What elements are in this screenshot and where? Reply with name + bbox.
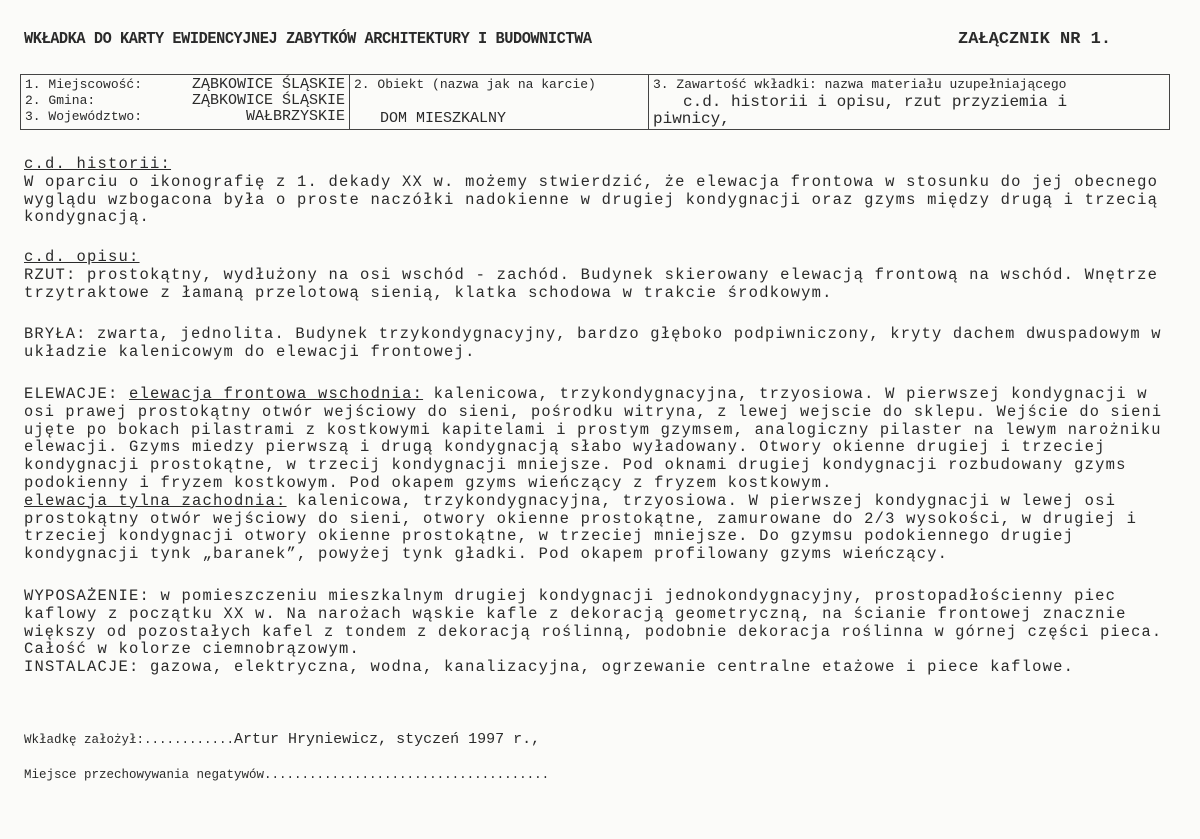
history-section <box>24 156 1162 227</box>
contents-value: piwnicy, <box>653 110 730 128</box>
annex-number: ZAŁĄCZNIK NR 1. <box>958 30 1112 49</box>
text-line: ujęte po bokach pilastrami z kostkowymi kapitelami i prostym gzymsem, analogiczny pilaster na lewym narożniku <box>24 420 1162 439</box>
object-value: DOM MIESZKALNY <box>380 110 507 127</box>
description-section <box>24 249 1162 677</box>
location-cell <box>21 75 350 130</box>
label: Wkładkę założył:............ <box>24 733 235 747</box>
negatives-line: Miejsce przechowywania negatywów...................................... <box>24 768 550 782</box>
text-line: trzytraktowe z łamaną przelotową sienią, klatka schodowa w trakcie środkowym. <box>24 283 833 302</box>
text-line: podokienny i fryzem kostkowym. Pod okapem gzyms wieńczący z fryzem kostkowym. <box>24 473 833 492</box>
text-line: kondygnacji tynk „baranek”, powyżej tynk gładki. Pod okapem profilowany gzyms wieńczący. <box>24 545 949 564</box>
voivodeship-value: WAŁBRZYSKIE <box>245 108 345 125</box>
label: 3. Zawartość wkładki: nazwa materiału uzupełniającego <box>653 77 1067 92</box>
text-line: prostokątny otwór wejściowy do sieni, otwory okienne prostokątne, zamurowane do 2/3 wysokości, w drugiej i <box>24 509 1138 528</box>
town-value: ZĄBKOWICE ŚLĄSKIE <box>191 76 345 93</box>
text: kalenicowa, trzykondygnacyjna, trzyosiowa. W pierwszej kondygnacji w <box>433 384 1148 403</box>
commune-value: ZĄBKOWICE ŚLĄSKIE <box>191 92 345 109</box>
text-line: RZUT: prostokątny, wydłużony na osi wschód - zachód. Budynek skierowany elewacją frontową na wschód. Wnętrze <box>24 265 1159 284</box>
subheading: elewacja frontowa wschodnia: <box>129 384 424 403</box>
text-line: kondygnacją. <box>24 208 151 227</box>
text-line: kaflowy z początku XX w. Na narożach wąskie kafle z dekoracją geometryczną, na ścianie frontowej znacznie <box>24 604 1127 623</box>
text-line: elewacji. Gzyms miedzy pierwszą i drugą kondygnacją słabo wyładowany. Otwory okienne drugiej i trzeciej <box>24 438 1106 457</box>
section-heading: c.d. opisu: <box>24 248 140 266</box>
text-line: osi prawej prostokątny otwór wejściowy do sieni, pośrodku witryna, z lewej wejscie do sklepu. Wejście do sieni <box>24 402 1163 421</box>
text-line: układzie kalenicowym do elewacji frontowej. <box>24 343 476 362</box>
label: 2. Gmina: <box>25 93 96 108</box>
text-line: kondygnacji prostokątne, w trzecij kondygnacji mniejsze. Pod oknami drugiej kondygnacji rozbudowany gzyms <box>24 456 1127 475</box>
author-value: Artur Hryniewicz, styczeń 1997 r., <box>234 731 541 748</box>
text-line: większy od pozostałych kafel z tondem z dekoracją roślinną, podobnie dekoracja roślinna w górnej części pieca. <box>24 622 1163 641</box>
label: ELEWACJE: <box>24 384 119 403</box>
text-line: wyglądu wzbogacona była o proste naczółki nadokienne w drugiej kondygnacji oraz gzyms między drugą i trzecią <box>24 190 1159 209</box>
text: kalenicowa, trzykondygnacyjna, trzyosiowa. W pierwszej kondygnacji w lewej osi <box>297 491 1117 510</box>
label: 3. Województwo: <box>25 109 143 124</box>
contents-cell <box>649 75 1170 130</box>
author-line <box>24 731 540 748</box>
document-title: WKŁADKA DO KARTY EWIDENCYJNEJ ZABYTKÓW ARCHITEKTURY I BUDOWNICTWA <box>24 30 592 49</box>
label: 1. Miejscowość: <box>25 77 143 92</box>
object-cell <box>350 75 649 130</box>
text-line: trzeciej kondygnacji otwory okienne prostokątne, w trzeciej mniejsze. Do gzymsu podokiennego drugiej <box>24 527 1075 546</box>
text-line: BRYŁA: zwarta, jednolita. Budynek trzykondygnacyjny, bardzo głęboko podpiwniczony, kryty dachem dwuspadowym w <box>24 325 1162 344</box>
text-line: W oparciu o ikonografię z 1. dekady XX w. możemy stwierdzić, że elewacja frontowa w stosunku do jej obecnego <box>24 172 1159 191</box>
text-line: Całość w kolorze ciemnobrązowym. <box>24 640 361 659</box>
label: 2. Obiekt (nazwa jak na karcie) <box>354 77 596 92</box>
text-line: WYPOSAŻENIE: w pomieszczeniu mieszkalnym drugiej kondygnacji jednokondygnacyjny, prostopadłościenny piec <box>24 586 1117 605</box>
subheading: elewacja tylna zachodnia: <box>24 491 287 510</box>
section-heading: c.d. historii: <box>24 155 172 173</box>
info-table <box>20 74 1170 130</box>
contents-value: c.d. historii i opisu, rzut przyziemia i <box>683 93 1068 111</box>
text-line: INSTALACJE: gazowa, elektryczna, wodna, kanalizacyjna, ogrzewanie centralne etażowe i piece kaflowe. <box>24 658 1075 677</box>
